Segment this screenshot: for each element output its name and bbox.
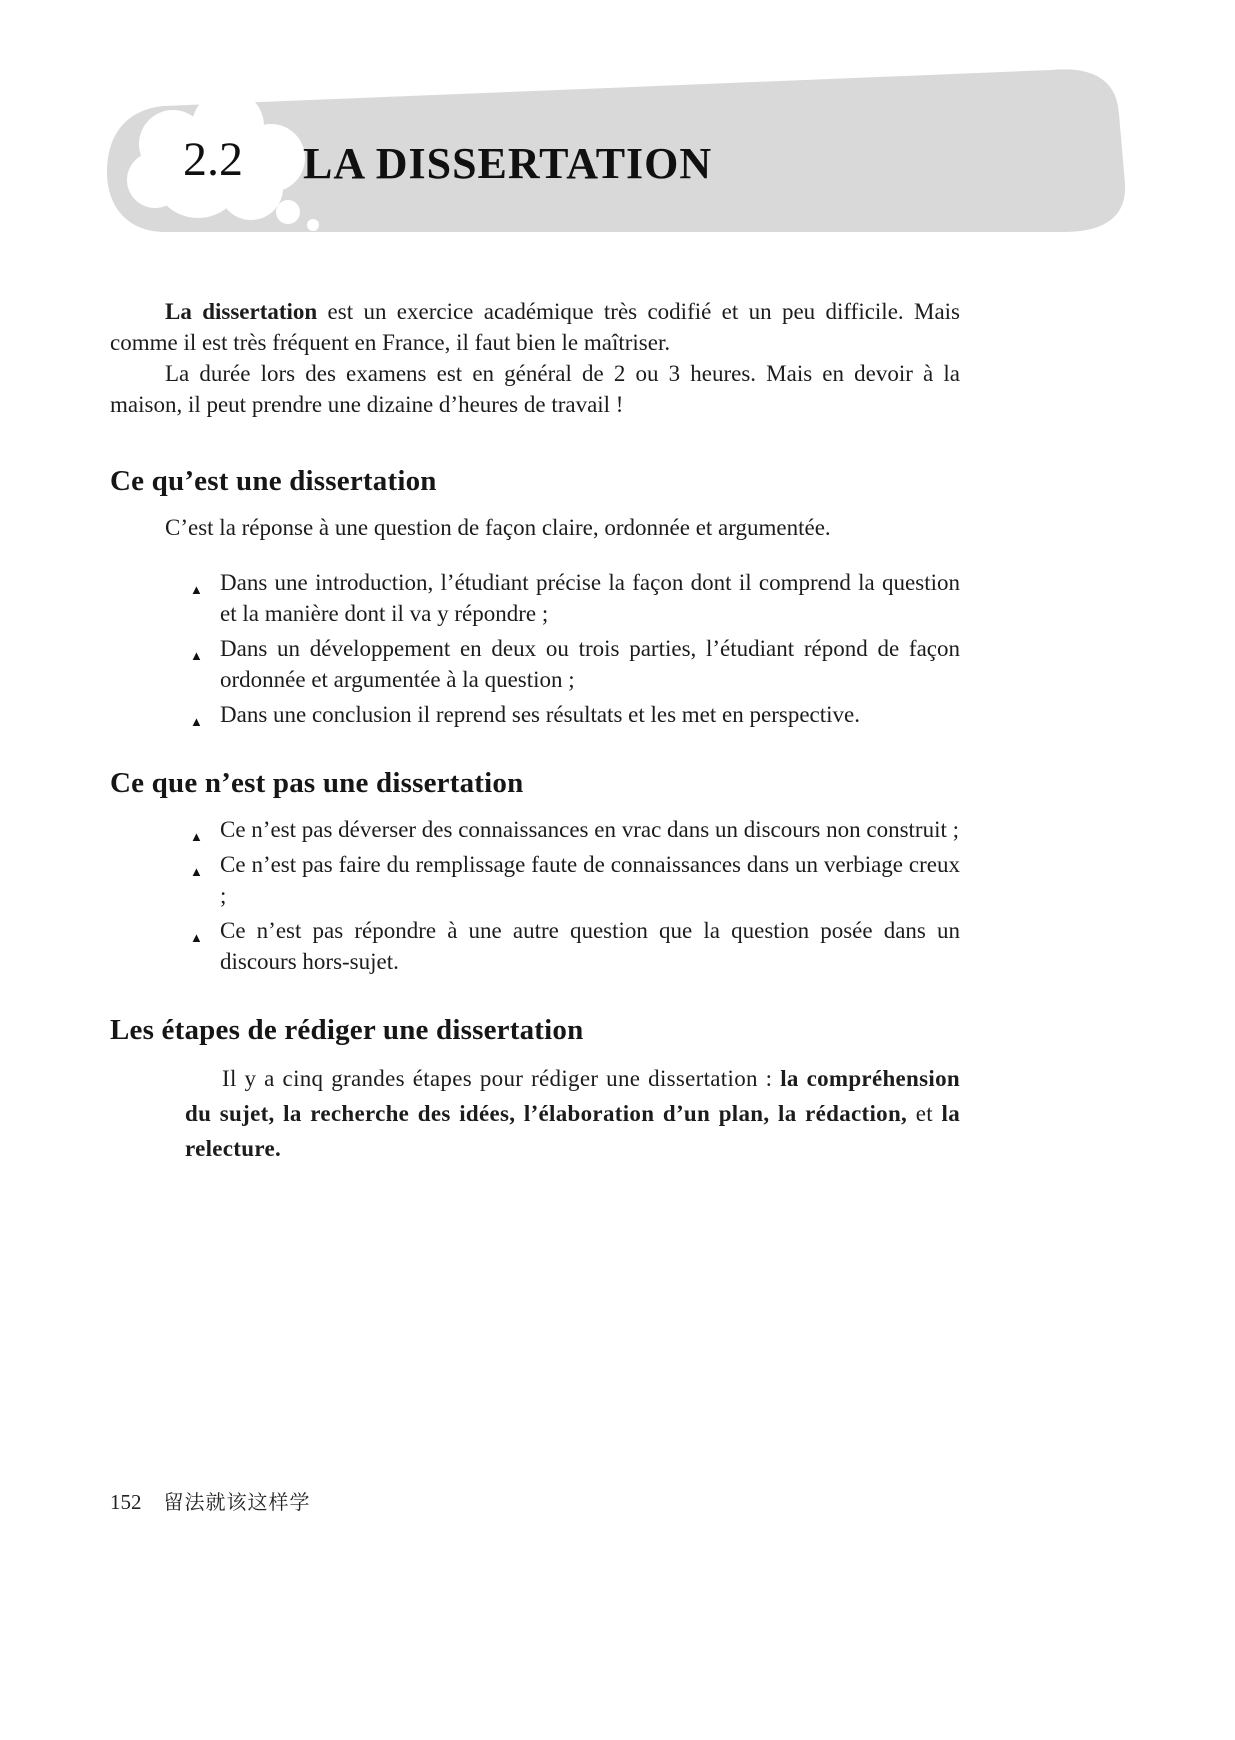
heading-steps-to-write: Les étapes de rédiger une dissertation [110, 1014, 584, 1046]
intro-paragraph-2: La durée lors des examens est en général de 2 ou 3 heures. Mais en devoir à la maison, il peut prendre une dizaine d’heures de travail ! [110, 361, 960, 417]
list-item [190, 915, 960, 977]
what-lead-paragraph: C’est la réponse à une question de façon claire, ordonnée et argumentée. [165, 515, 831, 540]
text-column [110, 296, 960, 1166]
page-footer [110, 1486, 311, 1515]
triangle-bullet-icon: ▲ [190, 648, 203, 663]
list-item-text: Dans un développement en deux ou trois parties, l’étudiant répond de façon ordonnée et argumentée à la question ; [220, 636, 960, 692]
list-item [190, 849, 960, 911]
steps-text-normal: Il y a cinq grandes étapes pour rédiger une dissertation : [222, 1066, 781, 1091]
intro-paragraph-1 [110, 296, 960, 358]
triangle-bullet-icon: ▲ [190, 582, 203, 597]
intro-paragraph-1-text: est un exercice académique très codifié et un peu difficile. Mais comme il est très fréquent en France, il faut bien le maîtriser. [110, 299, 961, 355]
triangle-bullet-icon: ▲ [190, 714, 203, 729]
list-item [190, 633, 960, 695]
steps-text-bold: la relecture. [185, 1101, 960, 1161]
list-item-text: Dans une conclusion il reprend ses résultats et les met en perspective. [220, 702, 860, 727]
list-item-text: Ce n’est pas faire du remplissage faute de connaissances dans un verbiage creux ; [220, 852, 960, 908]
heading-what-is-a-dissertation: Ce qu’est une dissertation [110, 465, 437, 497]
heading-what-is-not-a-dissertation: Ce que n’est pas une dissertation [110, 767, 524, 799]
book-title: 留法就该这样学 [163, 1492, 311, 1514]
list-item-text: Ce n’est pas déverser des connaissances en vrac dans un discours non construit ; [220, 817, 959, 842]
list-item [190, 567, 960, 629]
list-item-text: Dans une introduction, l’étudiant précise la façon dont il comprend la question et la manière dont il va y répondre ; [220, 570, 960, 626]
triangle-bullet-icon: ▲ [190, 864, 203, 879]
section-number: 2.2 [183, 133, 243, 186]
list-item [190, 814, 960, 845]
page-number: 152 [110, 1490, 142, 1514]
chapter-title: LA DISSERTATION [303, 139, 713, 188]
steps-text-bold: la compréhension du sujet, la recherche des idées, l’élaboration d’un plan, la rédaction, [185, 1066, 960, 1126]
triangle-bullet-icon: ▲ [190, 930, 203, 945]
what-bullet-list [110, 567, 960, 730]
steps-text-normal: et [907, 1101, 942, 1126]
not-bullet-list [110, 814, 960, 977]
triangle-bullet-icon: ▲ [190, 829, 203, 844]
cloud-tail-dot [307, 219, 319, 231]
list-item-text: Ce n’est pas répondre à une autre question que la question posée dans un discours hors-sujet. [220, 918, 960, 974]
cloud-tail [276, 200, 300, 224]
intro-bold-term: La dissertation [165, 299, 318, 324]
steps-paragraph [185, 1061, 960, 1166]
list-item [190, 699, 960, 730]
chapter-banner [103, 62, 1135, 236]
